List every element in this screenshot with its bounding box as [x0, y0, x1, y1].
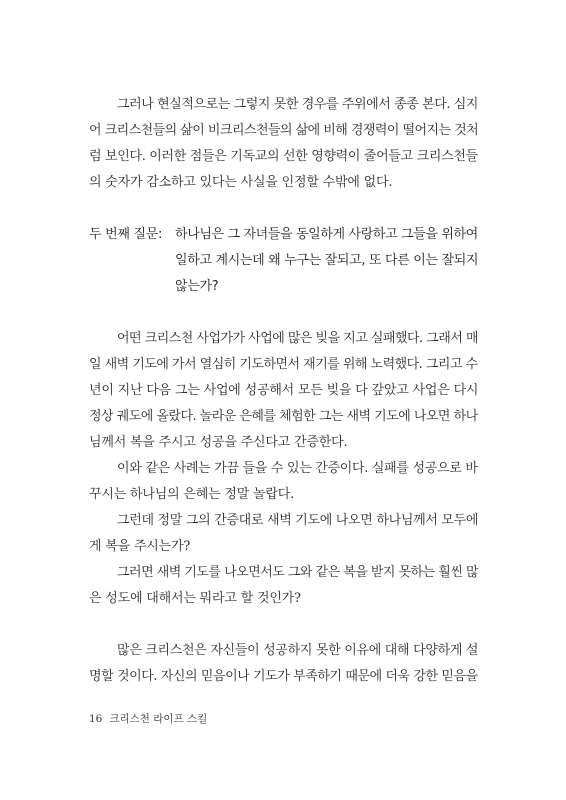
paragraph-line: 꾸시는 하나님의 은혜는 정말 놀랍다. — [89, 487, 295, 502]
paragraph-line: 님께서 복을 주시고 성공을 주신다고 간증한다. — [89, 435, 348, 450]
question-label: 두 번째 질문: — [89, 227, 163, 242]
paragraph-line: 의 숫자가 감소하고 있다는 사실을 인정할 수밖에 없다. — [89, 175, 393, 190]
paragraph-line: 그러나 현실적으로는 그렇지 못한 경우를 주위에서 종종 본다. 심지 — [117, 97, 479, 112]
paragraph-line: 년이 지난 다음 그는 사업에 성공해서 모든 빚을 다 갚았고 사업은 다시 — [89, 383, 479, 398]
paragraph-line: 많은 크리스천은 자신들이 성공하지 못한 이유에 대해 다양하게 설 — [117, 643, 479, 658]
paragraph-line: 어떤 크리스천 사업가가 사업에 많은 빚을 지고 실패했다. 그래서 매 — [117, 331, 478, 346]
paragraph-line: 이와 같은 사례는 가끔 들을 수 있는 간증이다. 실패를 성공으로 바 — [117, 461, 478, 476]
paragraph-line: 정상 궤도에 올랐다. 놀라운 은혜를 체험한 그는 새벽 기도에 나오면 하나 — [89, 409, 478, 424]
paragraph-line: 게 복을 주시는가? — [89, 539, 191, 554]
paragraph-line: 그런데 정말 그의 간증대로 새벽 기도에 나오면 하나님께서 모두에 — [117, 513, 479, 528]
page-number: 16 — [89, 713, 103, 725]
paragraph-line: 일 새벽 기도에 가서 열심히 기도하면서 재기를 위해 노력했다. 그리고 수 — [89, 357, 478, 372]
paragraph-line: 어 크리스천들의 삶이 비크리스천들의 삶에 비해 경쟁력이 떨어지는 것처 — [89, 123, 479, 138]
paragraph-line: 명할 것이다. 자신의 믿음이나 기도가 부족하기 때문에 더욱 강한 믿음을 — [89, 669, 478, 684]
paragraph-line: 럼 보인다. 이러한 점들은 기독교의 선한 영향력이 줄어들고 크리스천들 — [89, 149, 478, 164]
page-footer — [89, 712, 207, 726]
running-title: 크리스천 라이프 스킬 — [109, 713, 208, 725]
question-line: 않는가? — [175, 279, 219, 294]
paragraph-line: 은 성도에 대해서는 뭐라고 할 것인가? — [89, 591, 301, 606]
question-line: 일하고 계시는데 왜 누구는 잘되고, 또 다른 이는 잘되지 — [175, 253, 479, 268]
question-line: 하나님은 그 자녀들을 동일하게 사랑하고 그들을 위하여 — [175, 227, 478, 242]
paragraph-line: 그러면 새벽 기도를 나오면서도 그와 같은 복을 받지 못하는 훨씬 많 — [117, 565, 478, 580]
